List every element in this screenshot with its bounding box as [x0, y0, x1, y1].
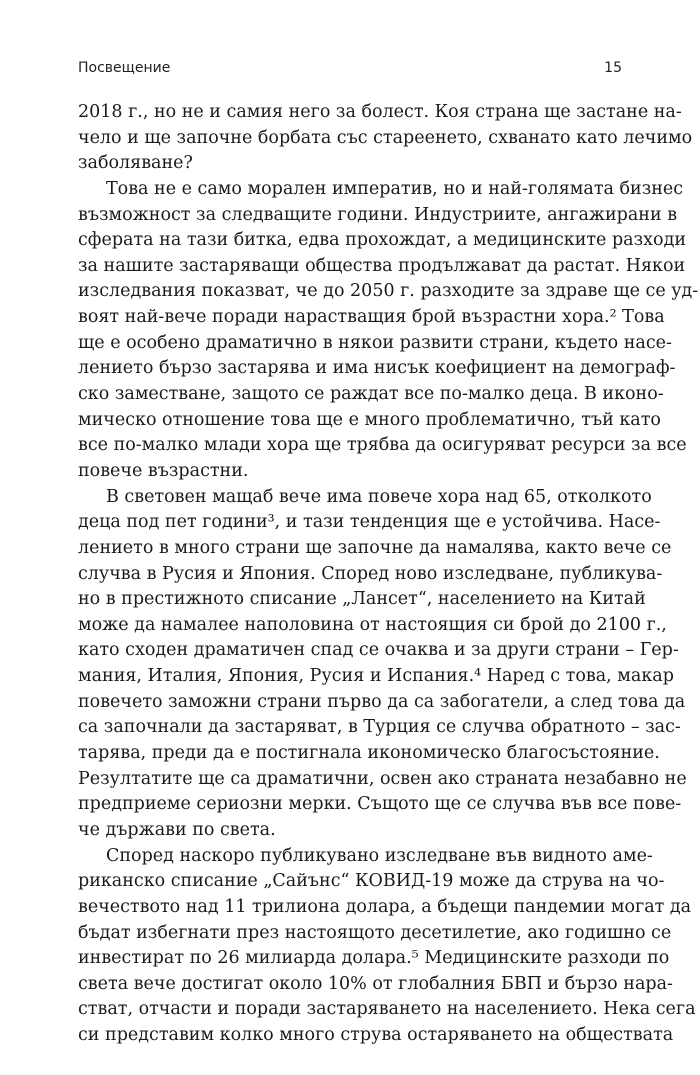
- text-line: деца под пет години³, и тази тенденция ще е устойчива. Насе-: [78, 512, 661, 533]
- text-line: воят най-вече поради нарастващия брой възрастни хора.² Това: [78, 307, 665, 328]
- text-line: тарява, преди да е постигнала икономическо благосъстояние.: [78, 743, 660, 764]
- text-line: но в престижното списание „Лансет“, населението на Китай: [78, 589, 646, 610]
- text-line: инвестират по 26 милиарда долара.⁵ Медицинските разходи по: [78, 948, 670, 969]
- text-line: бъдат избегнати през настоящото десетилетие, ако годишно се: [78, 922, 672, 943]
- paragraph: [78, 485, 687, 844]
- text-line: света вече достигат около 10% от глобалния БВП и бързо нара-: [78, 973, 673, 994]
- text-line: сферата на тази битка, едва прохождат, а медицинските разходи: [78, 230, 687, 251]
- text-line: Това не е само морален императив, но и най-голямата бизнес: [106, 178, 684, 199]
- paragraph: [78, 100, 693, 177]
- section-title: Посвещение: [78, 60, 171, 76]
- body-text: [78, 100, 699, 1049]
- text-line: възможност за следващите години. Индустриите, ангажирани в: [78, 204, 678, 225]
- paragraph: [78, 177, 699, 485]
- text-line: 2018 г., но не и самия него за болест. Коя страна ще застане на-: [78, 102, 682, 122]
- text-line: лението в много страни ще започне да намалява, както вече се: [78, 537, 672, 558]
- text-line: повече възрастни.: [78, 460, 249, 481]
- text-line: за нашите застаряващи общества продължават да растат. Някои: [78, 255, 686, 276]
- text-line: Според наскоро публикувано изследване във видното аме-: [106, 845, 653, 866]
- text-line: вечеството над 11 трилиона долара, а бъдещи пандемии могат да: [78, 896, 692, 917]
- text-line: мания, Италия, Япония, Русия и Испания.⁴ Наред с това, макар: [78, 666, 674, 687]
- text-line: предприеме сериозни мерки. Същото ще се случва във все пове-: [78, 794, 682, 815]
- text-line: чело и ще започне борбата със стареенето, схванато като лечимо: [78, 127, 693, 148]
- text-line: че държави по света.: [78, 819, 276, 840]
- text-line: мическо отношение това ще е много проблематично, тъй като: [78, 409, 661, 430]
- text-line: стват, отчасти и поради застаряването на населението. Нека сега: [78, 999, 696, 1020]
- text-line: изследвания показват, че до 2050 г. разходите за здраве ще се уд-: [78, 281, 699, 302]
- text-line: си представим колко много струва остаряването на обществата: [78, 1025, 674, 1046]
- text-line: В световен мащаб вече има повече хора над 65, отколкото: [106, 486, 652, 507]
- text-line: повечето заможни страни първо да са забогатели, а след това да: [78, 691, 686, 712]
- page-number: 15: [604, 60, 622, 76]
- text-line: лението бързо застарява и има нисък коефициент на демограф-: [78, 358, 676, 379]
- text-line: случва в Русия и Япония. Според ново изследване, публикува-: [78, 563, 663, 584]
- text-line: са започнали да застаряват, в Турция се случва обратното – зас-: [78, 717, 681, 738]
- text-line: Резултатите ще са драматични, освен ако страната незабавно не: [78, 768, 687, 789]
- text-line: все по-малко млади хора ще трябва да осигуряват ресурси за все: [78, 435, 687, 456]
- paragraph: [78, 844, 696, 1049]
- text-line: риканско списание „Сайънс“ КОВИД-19 може да струва на чо-: [78, 871, 665, 892]
- text-line: ско заместване, защото се раждат все по-малко деца. В иконо-: [78, 384, 664, 405]
- text-line: може да намалее наполовина от настоящия си брой до 2100 г.,: [78, 614, 667, 635]
- text-line: като сходен драматичен спад се очаква и за други страни – Гер-: [78, 640, 679, 661]
- text-line: заболяване?: [78, 153, 193, 174]
- text-line: ще е особено драматично в някои развити страни, където насе-: [78, 332, 672, 353]
- running-header: [78, 60, 622, 84]
